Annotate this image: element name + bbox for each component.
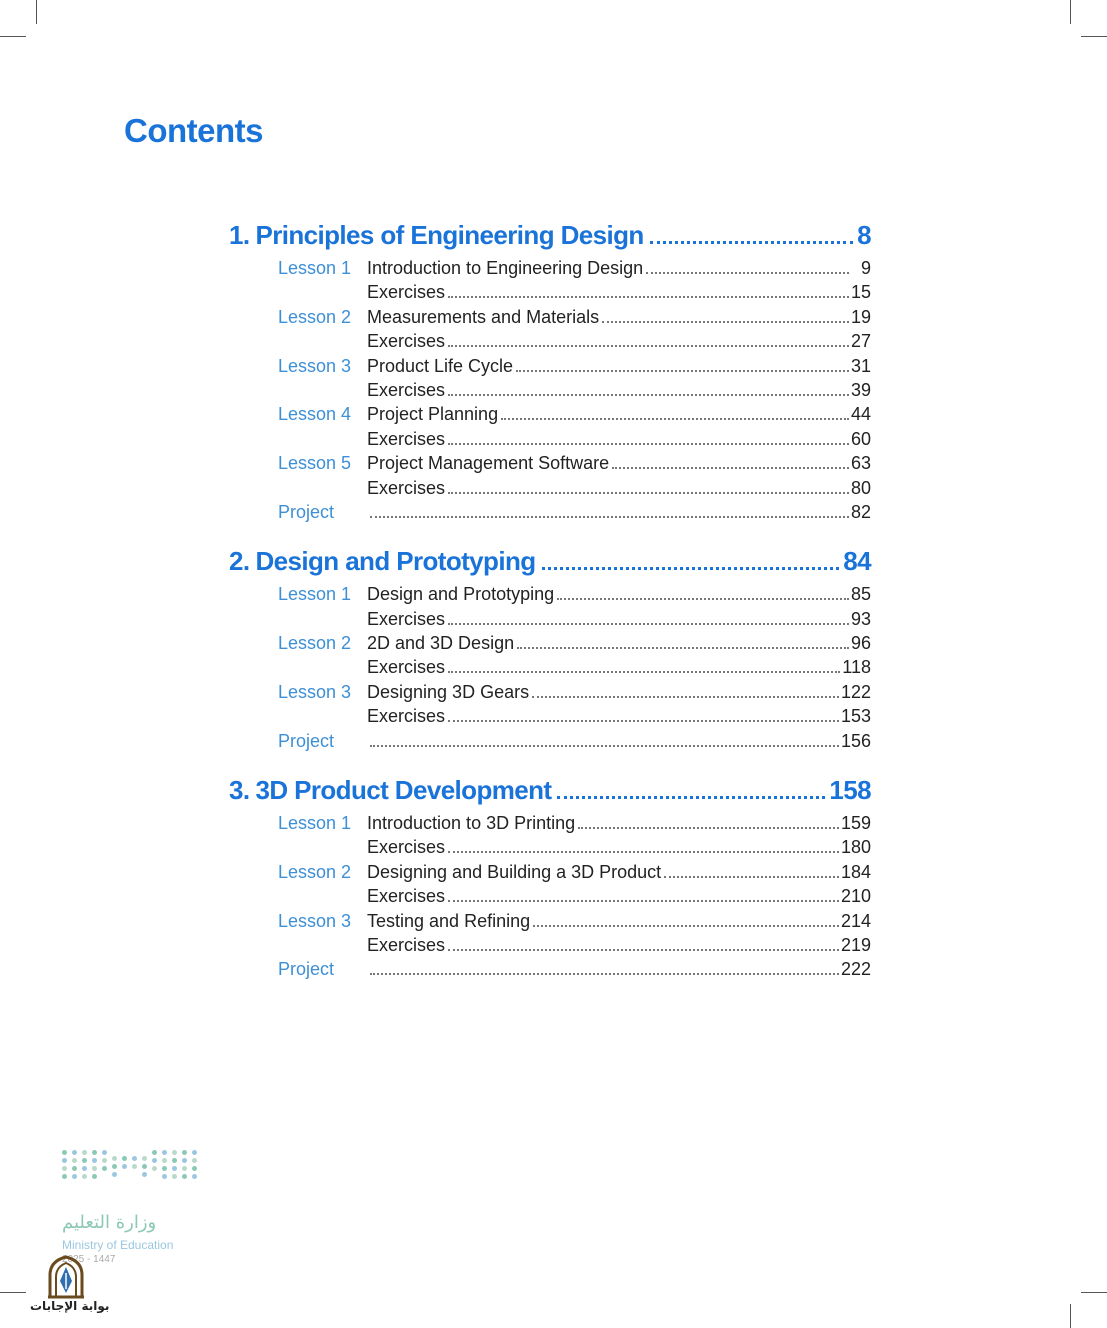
toc-entry[interactable]	[229, 404, 871, 428]
toc-entry[interactable]	[229, 731, 871, 755]
entry-page-number: 39	[850, 379, 871, 400]
dot-leader	[370, 973, 839, 975]
dot-leader	[448, 443, 849, 445]
crop-mark	[1081, 1292, 1107, 1293]
dot-leader	[370, 516, 849, 518]
unit-number: 3.	[229, 775, 250, 806]
lesson-label: Lesson 4	[278, 404, 352, 425]
toc-entry[interactable]	[229, 258, 871, 282]
dot-leader	[501, 418, 849, 420]
entry-title: Exercises	[367, 477, 446, 498]
entry-page-number: 214	[840, 910, 871, 931]
entry-page-number: 219	[840, 934, 871, 955]
lesson-label: Project	[278, 730, 335, 751]
entry-page-number: 60	[850, 428, 871, 449]
lesson-label: Lesson 1	[278, 584, 352, 605]
entry-title: Exercises	[367, 379, 446, 400]
crop-mark	[0, 36, 26, 37]
toc-unit	[229, 546, 871, 755]
entry-title: Testing and Refining	[367, 910, 531, 931]
toc-entry[interactable]	[229, 706, 871, 730]
toc-entry[interactable]	[229, 837, 871, 861]
dot-leader	[448, 492, 849, 494]
crop-mark	[1070, 0, 1071, 24]
lesson-label: Lesson 1	[278, 258, 352, 278]
lesson-label: Lesson 2	[278, 633, 352, 654]
entry-page-number: 118	[842, 657, 871, 678]
entry-page-number: 184	[840, 861, 871, 882]
entry-title: Exercises	[367, 282, 446, 303]
entry-page-number: 63	[850, 453, 871, 474]
entry-title: Design and Prototyping	[367, 584, 555, 605]
unit-number: 1.	[229, 220, 250, 250]
entry-title: Product Life Cycle	[367, 355, 514, 376]
entry-title: Exercises	[367, 837, 446, 858]
crop-mark	[1081, 36, 1107, 37]
toc-entry[interactable]	[229, 911, 871, 935]
entry-page-number: 122	[840, 681, 871, 702]
unit-title: Principles of Engineering Design	[255, 220, 644, 250]
crop-mark	[1070, 1304, 1071, 1328]
entry-title: Exercises	[367, 706, 446, 727]
toc-entry[interactable]	[229, 682, 871, 706]
entry-page-number: 153	[840, 706, 871, 727]
toc-unit	[229, 775, 871, 984]
dot-leader	[448, 345, 849, 347]
entry-title: Exercises	[367, 657, 446, 678]
toc-entry[interactable]	[229, 380, 871, 404]
dot-leader	[602, 321, 849, 323]
entry-page-number: 31	[850, 355, 871, 376]
toc-entry[interactable]	[229, 453, 871, 477]
dot-leader	[448, 851, 839, 853]
unit-heading[interactable]	[229, 775, 871, 813]
entry-page-number: 85	[850, 584, 871, 605]
lesson-label: Lesson 1	[278, 813, 352, 834]
entry-title: Exercises	[367, 886, 446, 907]
toc-entry[interactable]	[229, 959, 871, 983]
toc-entry[interactable]	[229, 862, 871, 886]
lesson-label: Lesson 2	[278, 861, 352, 882]
watermark	[30, 1255, 110, 1313]
unit-heading[interactable]	[229, 220, 871, 258]
entry-page-number: 27	[850, 331, 871, 352]
dot-leader	[646, 272, 849, 274]
dot-leader	[533, 925, 839, 927]
entry-page-number: 9	[860, 258, 871, 278]
unit-heading[interactable]	[229, 546, 871, 584]
dot-leader	[612, 467, 849, 469]
pen-nib-arch-icon	[46, 1255, 86, 1299]
entry-page-number: 222	[840, 959, 871, 980]
ministry-name-arabic: وزارة التعليم	[62, 1212, 157, 1233]
entry-page-number: 93	[850, 608, 871, 629]
entry-page-number: 96	[850, 633, 871, 654]
toc-entry[interactable]	[229, 584, 871, 608]
entry-title: Measurements and Materials	[367, 306, 600, 327]
toc-entry[interactable]	[229, 478, 871, 502]
entry-page-number: 210	[840, 886, 871, 907]
toc-entry[interactable]	[229, 886, 871, 910]
unit-title: Design and Prototyping	[255, 546, 536, 577]
toc-entry[interactable]	[229, 282, 871, 306]
table-of-contents	[229, 220, 871, 1004]
lesson-label: Lesson 3	[278, 681, 352, 702]
entry-title: Exercises	[367, 428, 446, 449]
toc-entry[interactable]	[229, 935, 871, 959]
toc-entry[interactable]	[229, 502, 871, 526]
dot-leader	[542, 567, 840, 570]
entry-page-number: 82	[850, 501, 871, 522]
dot-leader	[532, 696, 839, 698]
entry-title: Exercises	[367, 608, 446, 629]
dot-leader	[517, 647, 849, 649]
entry-title: Project Management Software	[367, 453, 610, 474]
toc-entry[interactable]	[229, 331, 871, 355]
entry-title: Project Planning	[367, 404, 499, 425]
dot-leader	[448, 623, 849, 625]
unit-page-number: 158	[829, 775, 871, 806]
lesson-label: Lesson 3	[278, 910, 352, 931]
dot-leader	[557, 796, 825, 799]
entry-page-number: 15	[850, 282, 871, 303]
toc-entry[interactable]	[229, 813, 871, 837]
dot-leader	[448, 720, 839, 722]
toc-entry[interactable]	[229, 657, 871, 681]
toc-entry[interactable]	[229, 609, 871, 633]
unit-number: 2.	[229, 546, 250, 577]
crop-mark	[36, 0, 37, 24]
lesson-label: Project	[278, 501, 335, 522]
lesson-label: Lesson 2	[278, 306, 352, 327]
toc-entry[interactable]	[229, 633, 871, 657]
unit-title: 3D Product Development	[255, 775, 552, 806]
entry-page-number: 19	[850, 306, 871, 327]
toc-entry[interactable]	[229, 307, 871, 331]
entry-title: Introduction to Engineering Design	[367, 258, 644, 278]
entry-title: Introduction to 3D Printing	[367, 813, 576, 834]
entry-title: Designing 3D Gears	[367, 681, 530, 702]
entry-page-number: 80	[850, 477, 871, 498]
entry-page-number: 180	[840, 837, 871, 858]
unit-page-number: 8	[857, 220, 871, 250]
toc-entry[interactable]	[229, 356, 871, 380]
dot-leader	[448, 900, 839, 902]
toc-entry[interactable]	[229, 429, 871, 453]
entry-page-number: 44	[850, 404, 871, 425]
dot-leader	[664, 876, 839, 878]
ministry-name-english: Ministry of Education	[62, 1238, 174, 1252]
dot-leader	[578, 827, 839, 829]
dot-leader	[370, 745, 839, 747]
lesson-label: Lesson 3	[278, 355, 352, 376]
crop-mark	[0, 1292, 26, 1293]
toc-unit	[229, 220, 871, 526]
entry-page-number: 159	[840, 813, 871, 834]
entry-title: 2D and 3D Design	[367, 633, 515, 654]
page-title: Contents	[124, 112, 263, 149]
dot-leader	[650, 241, 853, 244]
dot-leader	[516, 370, 849, 372]
dot-leader	[448, 296, 849, 298]
unit-page-number: 84	[843, 546, 871, 577]
lesson-label: Lesson 5	[278, 453, 352, 474]
edition-year: 2025 - 1447	[62, 1254, 116, 1265]
entry-title: Designing and Building a 3D Product	[367, 861, 662, 882]
watermark-text: بوابة الإجابات	[30, 1299, 110, 1313]
dot-leader	[448, 949, 839, 951]
entry-page-number: 156	[840, 730, 871, 751]
dot-leader	[448, 394, 849, 396]
entry-title: Exercises	[367, 331, 446, 352]
dot-leader	[448, 671, 840, 673]
entry-title: Exercises	[367, 934, 446, 955]
dot-leader	[557, 598, 849, 600]
lesson-label: Project	[278, 959, 335, 980]
